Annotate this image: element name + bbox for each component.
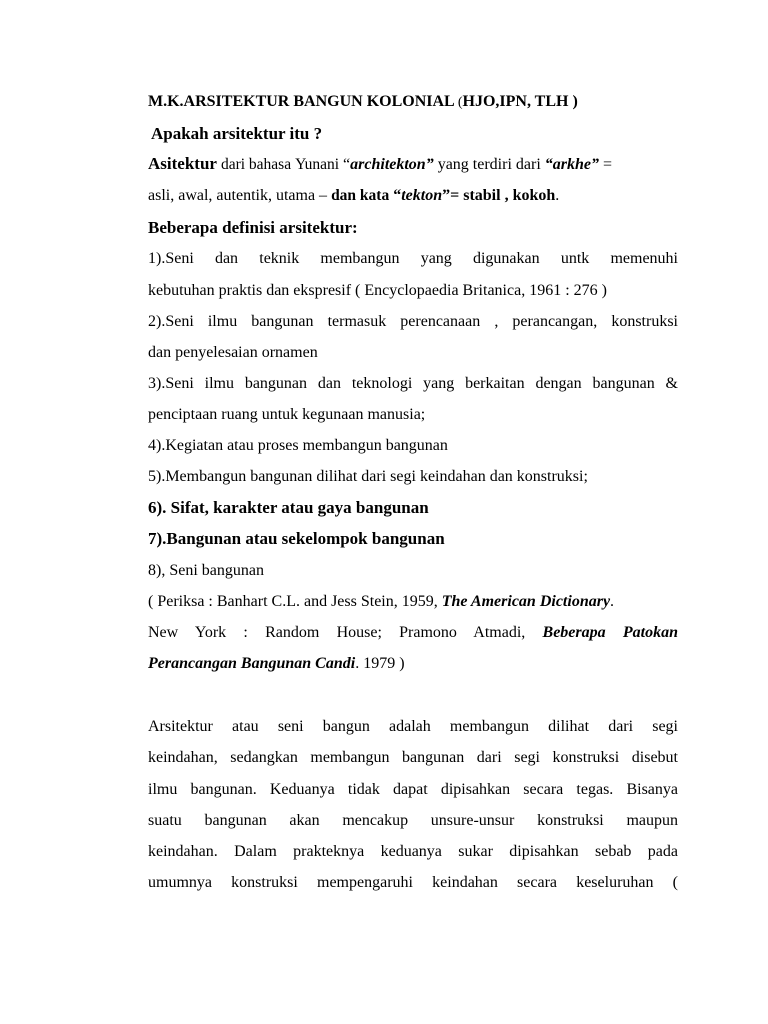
etymology-line-1 bbox=[148, 154, 678, 176]
etymology-end: . bbox=[555, 187, 560, 204]
reference-period: . bbox=[610, 593, 615, 610]
reference-publisher: New York : Random House; Pramono Atmadi, bbox=[148, 624, 526, 641]
reference-title-1: The American Dictionary bbox=[441, 593, 611, 610]
definition-3-line-1: 3).Seni ilmu bangunan dan teknologi yang berkaitan dengan bangunan & bbox=[148, 375, 678, 392]
etymology-line-2 bbox=[148, 186, 678, 208]
definition-1-line-2: kebutuhan praktis dan ekspresif ( Encyclopaedia Britanica, 1961 : 276 ) bbox=[148, 282, 607, 299]
etymology-from: dari bahasa bbox=[220, 156, 292, 173]
reference-line-3 bbox=[148, 654, 678, 676]
paragraph-line-5: keindahan. Dalam prakteknya keduanya sukar dipisahkan sebab pada bbox=[148, 843, 678, 860]
reference-line-2 bbox=[148, 623, 678, 645]
title-authors: HJO,IPN, TLH ) bbox=[462, 93, 578, 110]
etymology-quote-2: “ bbox=[393, 187, 402, 204]
title-text: M.K.ARSITEKTUR BANGUN KOLONIAL bbox=[148, 93, 454, 110]
reference-line-1 bbox=[148, 592, 678, 614]
etymology-dan-kata: dan kata bbox=[331, 187, 390, 204]
paragraph-line-2: keindahan, sedangkan membangun bangunan dari segi konstruksi disebut bbox=[148, 749, 678, 766]
question-heading: Apakah arsitektur itu ? bbox=[151, 124, 323, 143]
definition-4: 4).Kegiatan atau proses membangun bangunan bbox=[148, 437, 448, 454]
etymology-yunani: Yunani bbox=[295, 156, 340, 173]
reference-source-1: ( Periksa : Banhart C.L. and Jess Stein, 1959, bbox=[148, 593, 438, 610]
paragraph-line-4: suatu bangunan akan mencakup unsure-unsur konstruksi maupun bbox=[148, 812, 678, 829]
term-architekton: architekton” bbox=[350, 156, 434, 173]
etymology-mid: yang terdiri dari bbox=[437, 156, 541, 173]
etymology-meaning: asli, awal, autentik, utama – bbox=[148, 187, 328, 204]
reference-title-2a: Beberapa Patokan bbox=[542, 624, 678, 641]
reference-year: . 1979 ) bbox=[355, 655, 405, 672]
definition-5: 5).Membangun bangunan dilihat dari segi keindahan dan konstruksi; bbox=[148, 468, 588, 485]
paragraph-line-6: umumnya konstruksi mempengaruhi keindahan secara keseluruhan ( bbox=[148, 874, 678, 891]
title-paren: ( bbox=[457, 95, 463, 110]
reference-title-2b: Perancangan Bangunan Candi bbox=[148, 655, 356, 672]
definitions-heading: Beberapa definisi arsitektur: bbox=[148, 218, 358, 237]
etymology-eq: = bbox=[603, 156, 613, 173]
term-tekton: tekton bbox=[401, 187, 443, 204]
definition-7: 7).Bangunan atau sekelompok bangunan bbox=[148, 529, 445, 548]
definition-2-line-1: 2).Seni ilmu bangunan termasuk perencanaan , perancangan, konstruksi bbox=[148, 313, 678, 330]
document-title bbox=[148, 92, 678, 114]
definition-1-line-1: 1).Seni dan teknik membangun yang digunakan untk memenuhi bbox=[148, 250, 678, 267]
definition-3-line-2: penciptaan ruang untuk kegunaan manusia; bbox=[148, 406, 426, 423]
definition-8: 8), Seni bangunan bbox=[148, 562, 264, 579]
etymology-tekton-meaning: ”= stabil , kokoh bbox=[442, 187, 556, 204]
definition-6: 6). Sifat, karakter atau gaya bangunan bbox=[148, 498, 429, 517]
paragraph-line-3: ilmu bangunan. Keduanya tidak dapat dipisahkan secara tegas. Bisanya bbox=[148, 781, 678, 798]
definition-2-line-2: dan penyelesaian ornamen bbox=[148, 344, 318, 361]
etymology-word: Asitektur bbox=[148, 154, 217, 173]
term-arkhe: “arkhe” bbox=[544, 156, 600, 173]
etymology-quote: “ bbox=[343, 156, 351, 173]
paragraph-line-1: Arsitektur atau seni bangun adalah membangun dilihat dari segi bbox=[148, 718, 678, 735]
